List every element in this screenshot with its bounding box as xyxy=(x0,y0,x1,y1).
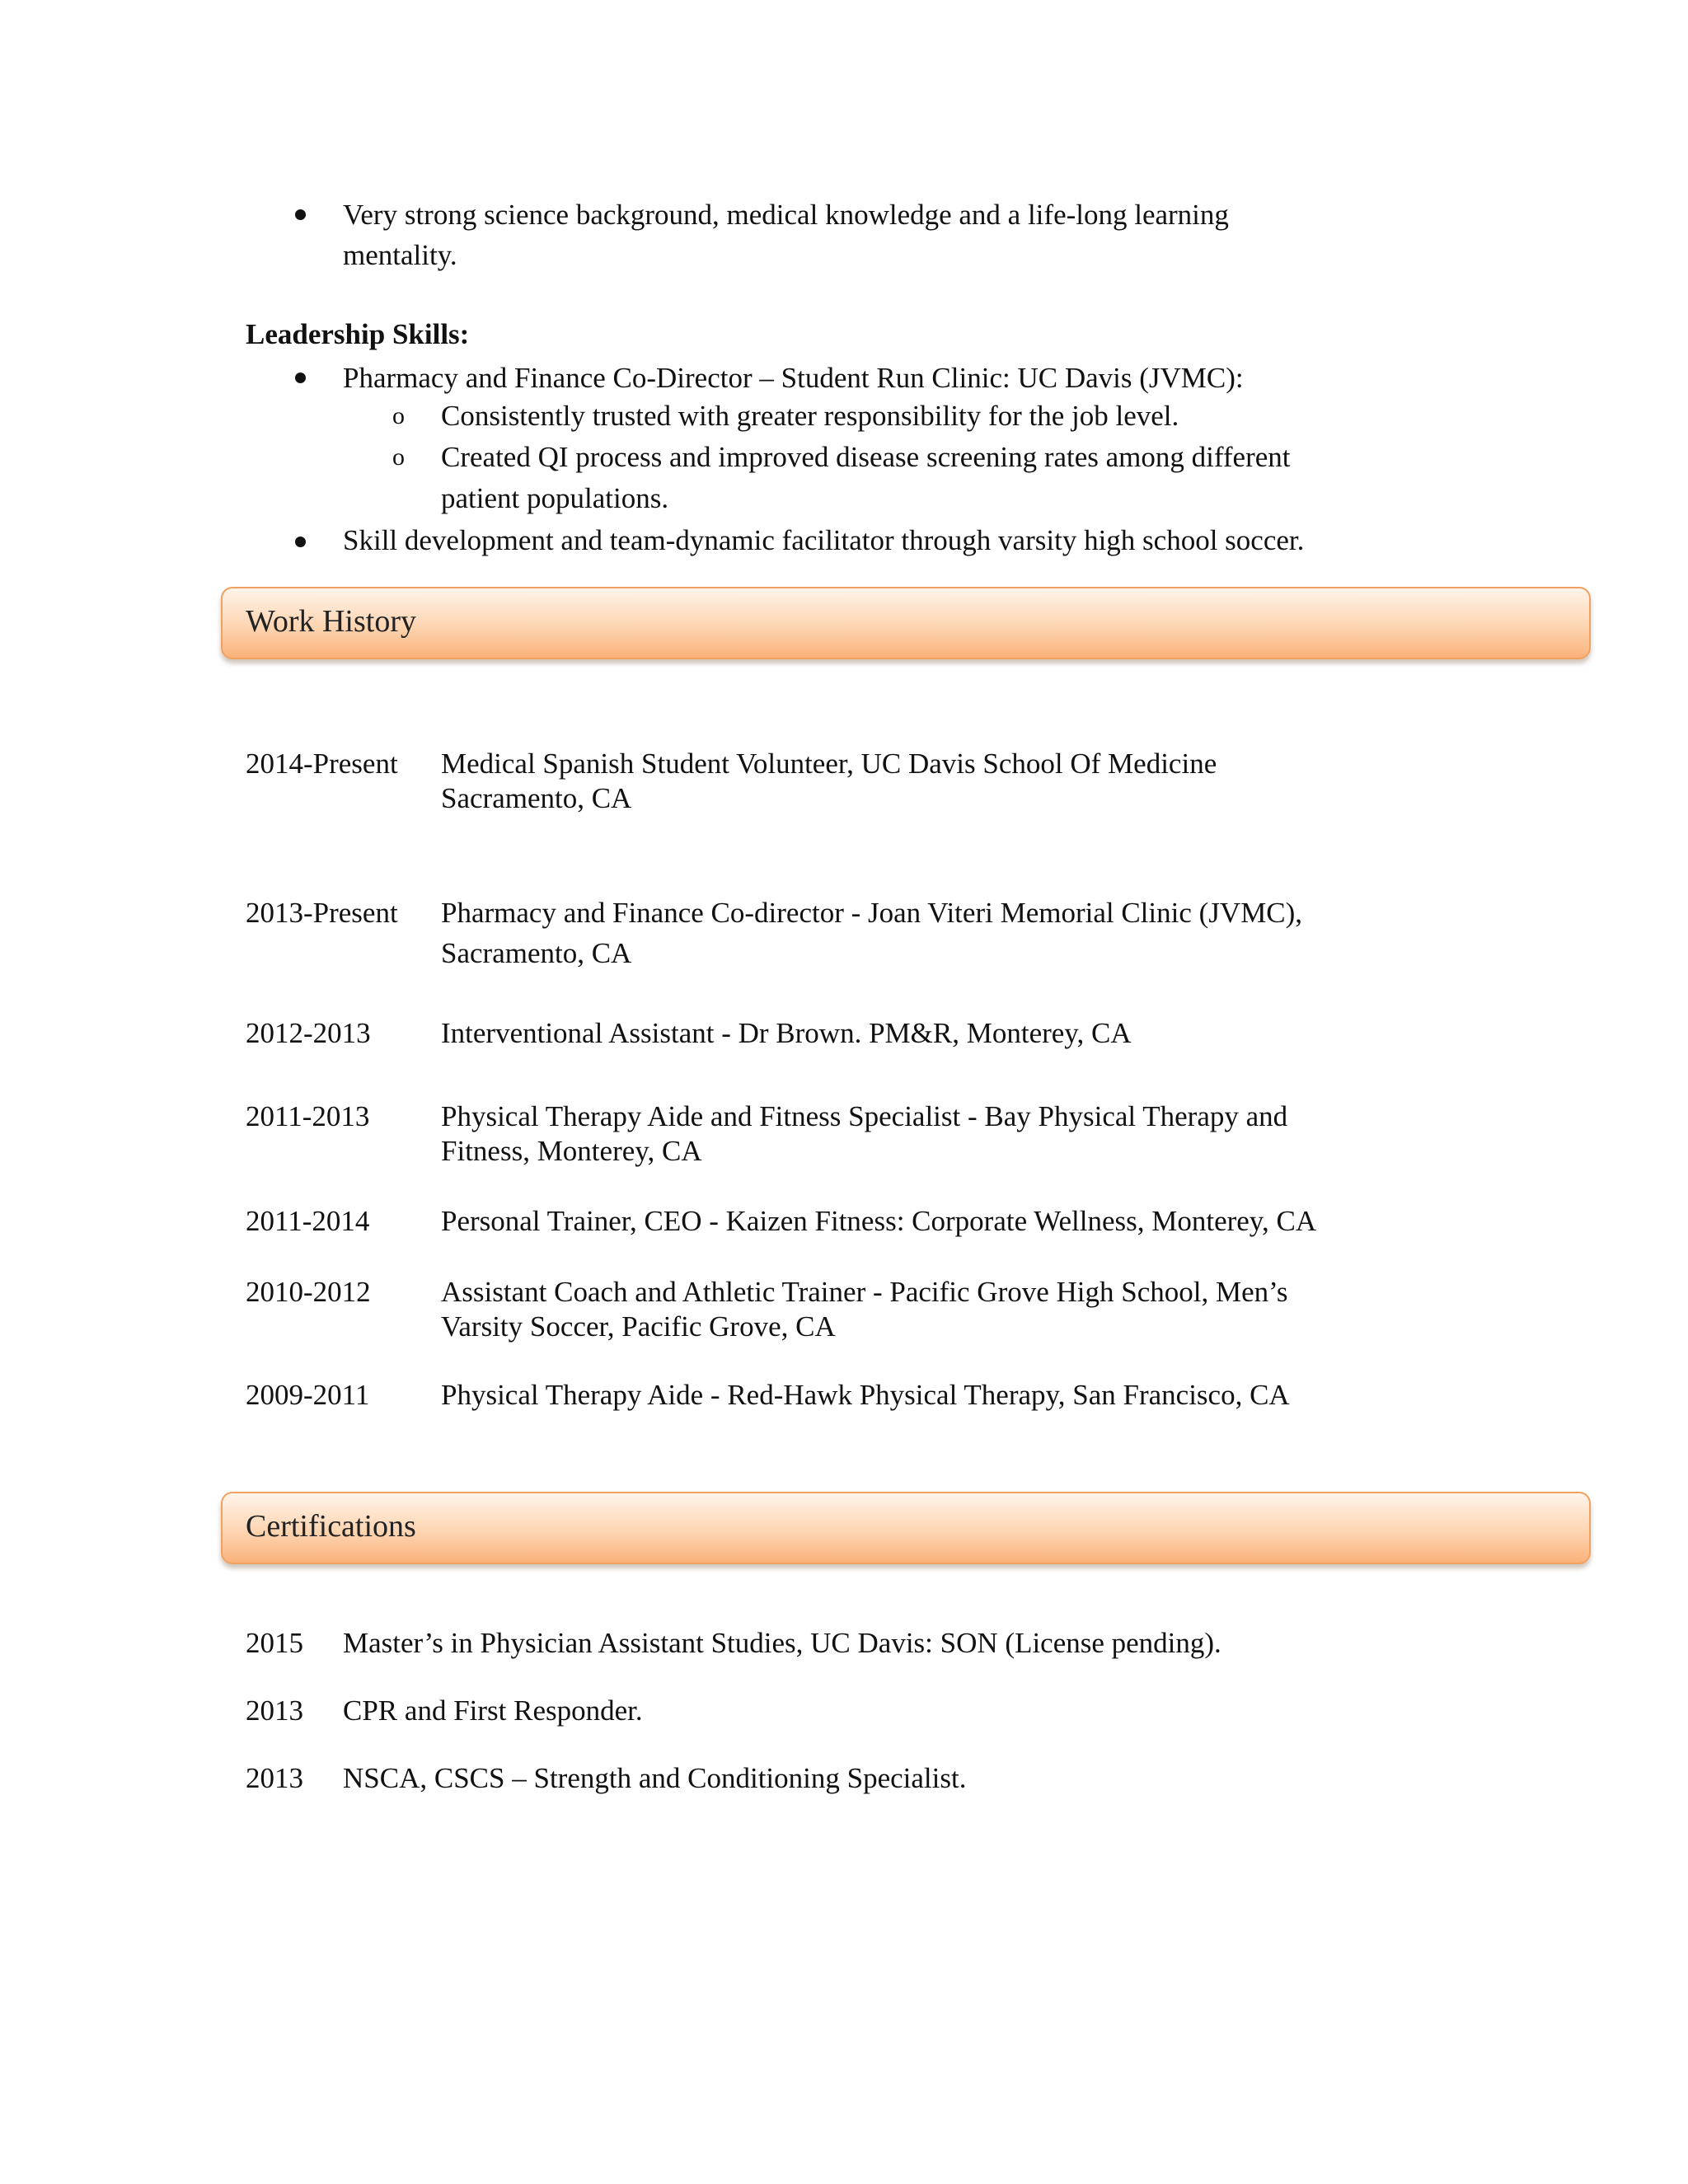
cert-text: NSCA, CSCS – Strength and Conditioning Specialist. xyxy=(343,1762,967,1794)
cert-text: Master’s in Physician Assistant Studies, UC Davis: SON (License pending). xyxy=(343,1627,1221,1659)
leadership-item-2: Skill development and team-dynamic facilitator through varsity high school soccer. xyxy=(343,524,1305,556)
cert-year: 2013 xyxy=(246,1762,303,1794)
leadership-sub-2-line2: patient populations. xyxy=(441,482,669,514)
work-entry-years: 2014-Present xyxy=(246,748,398,780)
work-entry-line1: Physical Therapy Aide and Fitness Specialist - Bay Physical Therapy and xyxy=(441,1100,1288,1132)
work-entry-years: 2011-2014 xyxy=(246,1205,370,1237)
work-entry-line1: Medical Spanish Student Volunteer, UC Davis School Of Medicine xyxy=(441,748,1217,780)
work-entry-line1: Interventional Assistant - Dr Brown. PM&R, Monterey, CA xyxy=(441,1017,1132,1049)
work-entry-years: 2012-2013 xyxy=(246,1017,371,1049)
work-entry-years: 2010-2012 xyxy=(246,1276,371,1308)
work-entry-line1: Personal Trainer, CEO - Kaizen Fitness: Corporate Wellness, Monterey, CA xyxy=(441,1205,1317,1237)
bullet-icon xyxy=(295,373,306,383)
leadership-item-1: Pharmacy and Finance Co-Director – Student Run Clinic: UC Davis (JVMC): xyxy=(343,362,1244,394)
cert-year: 2015 xyxy=(246,1627,303,1659)
work-entry-line2: Sacramento, CA xyxy=(441,937,632,969)
leadership-sub-1: Consistently trusted with greater responsibility for the job level. xyxy=(441,400,1179,432)
work-entry-line2: Varsity Soccer, Pacific Grove, CA xyxy=(441,1310,836,1343)
work-entry-years: 2013-Present xyxy=(246,897,398,929)
intro-bullet-line2: mentality. xyxy=(343,239,457,271)
sub-bullet-icon: o xyxy=(392,443,405,471)
work-entry-years: 2011-2013 xyxy=(246,1100,370,1132)
work-entry-years: 2009-2011 xyxy=(246,1379,370,1411)
intro-bullet-line1: Very strong science background, medical knowledge and a life-long learning xyxy=(343,199,1229,231)
certifications-header xyxy=(221,1492,1591,1564)
sub-bullet-icon: o xyxy=(392,402,405,429)
work-entry-line2: Sacramento, CA xyxy=(441,782,632,814)
work-history-title: Work History xyxy=(246,604,416,639)
work-entry-line1: Physical Therapy Aide - Red-Hawk Physical Therapy, San Francisco, CA xyxy=(441,1379,1290,1411)
cert-text: CPR and First Responder. xyxy=(343,1694,643,1727)
bullet-icon xyxy=(295,209,306,220)
leadership-heading: Leadership Skills: xyxy=(246,318,470,350)
bullet-icon xyxy=(295,537,306,547)
certifications-title: Certifications xyxy=(246,1509,416,1544)
work-entry-line1: Assistant Coach and Athletic Trainer - Pacific Grove High School, Men’s xyxy=(441,1276,1288,1308)
cert-year: 2013 xyxy=(246,1694,303,1727)
work-entry-line2: Fitness, Monterey, CA xyxy=(441,1135,702,1167)
work-entry-line1: Pharmacy and Finance Co-director - Joan Viteri Memorial Clinic (JVMC), xyxy=(441,897,1303,929)
work-history-header xyxy=(221,587,1591,659)
leadership-sub-2-line1: Created QI process and improved disease screening rates among different xyxy=(441,441,1291,473)
